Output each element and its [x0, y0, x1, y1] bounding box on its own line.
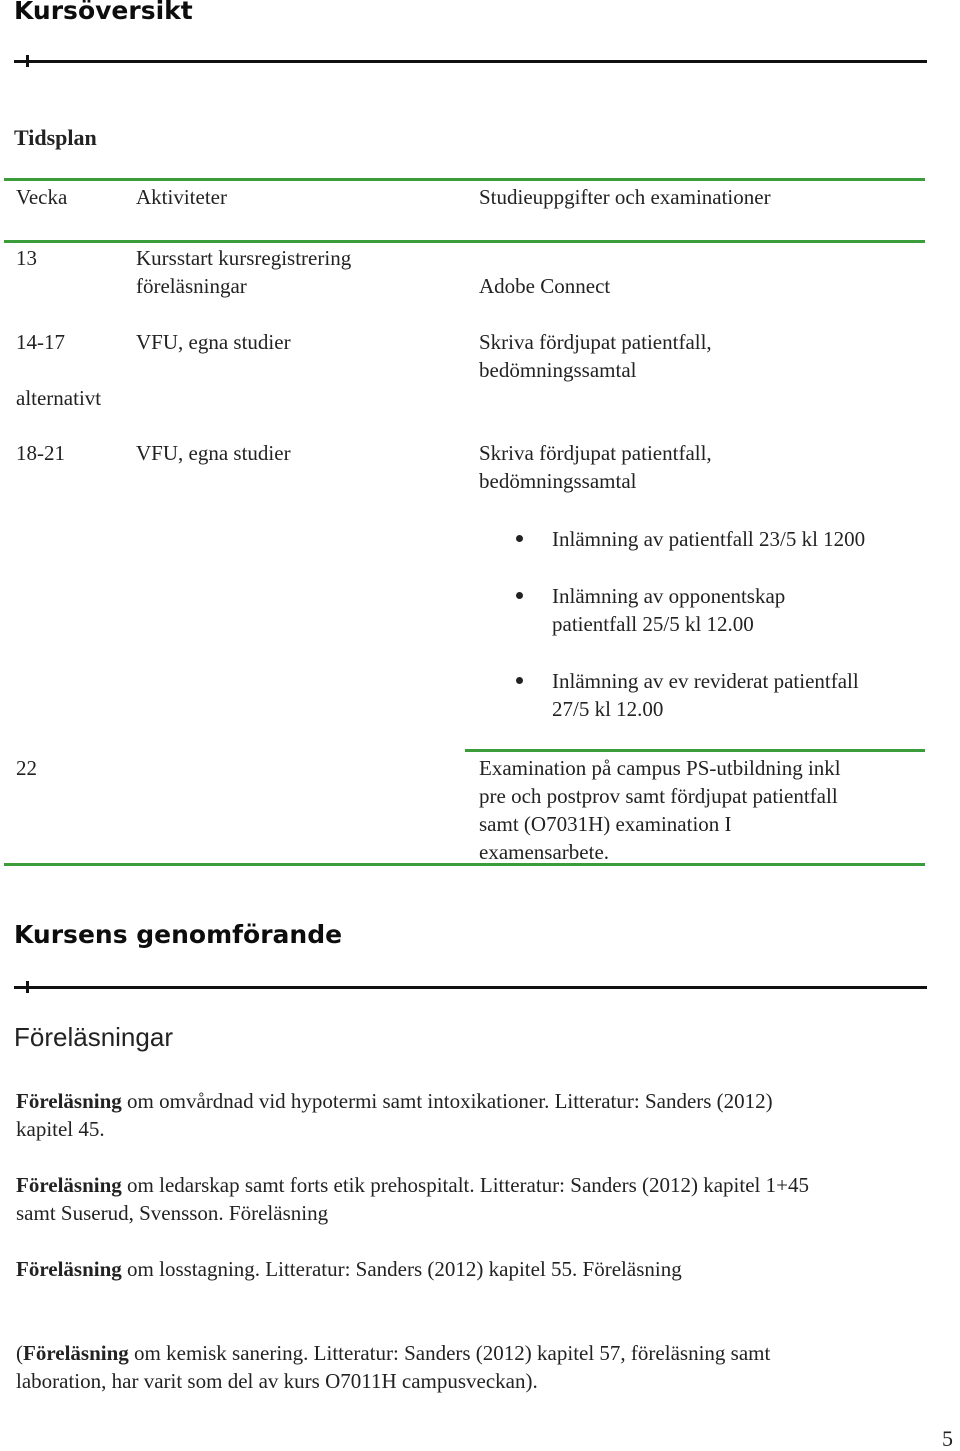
row-task-cont: bedömningssamtal [479, 469, 637, 493]
row-week: 14-17 [16, 330, 65, 354]
lectures-title: Föreläsningar [14, 1022, 173, 1052]
table-bottom-rule [4, 863, 925, 866]
lecture-item [16, 1087, 773, 1115]
row-activity: Kursstart kursregistrering [136, 246, 352, 270]
row22-line: examensarbete. [479, 840, 610, 864]
section-title-kursoversikt: Kursöversikt [14, 0, 193, 25]
rule-tick [26, 55, 29, 67]
lecture-bold: Föreläsning [23, 1341, 129, 1365]
bullet-item: Inlämning av opponentskap [552, 584, 786, 608]
bullet-item-cont: 27/5 kl 12.00 [552, 697, 664, 721]
row-task: Adobe Connect [479, 274, 611, 298]
row-week: 18-21 [16, 441, 65, 465]
table-top-rule [4, 178, 925, 181]
lecture-text-cont: samt Suserud, Svensson. Föreläsning [16, 1201, 329, 1225]
header-activities: Aktiviteter [136, 185, 227, 209]
bullet-dot [516, 592, 523, 599]
row22-line: samt (O7031H) examination I [479, 812, 732, 836]
schedule-title: Tidsplan [14, 125, 97, 150]
bullet-dot [516, 677, 523, 684]
row-week: 22 [16, 756, 37, 780]
row22-line: Examination på campus PS-utbildning inkl [479, 756, 841, 780]
bullet-item: Inlämning av patientfall 23/5 kl 1200 [552, 527, 866, 551]
lecture-item [16, 1255, 682, 1283]
lecture-text: om omvårdnad vid hypotermi samt intoxikationer. Litteratur: Sanders (2012) [121, 1089, 773, 1113]
bullet-dot [516, 535, 523, 542]
row-task-cont: bedömningssamtal [479, 358, 637, 382]
bullet-item-cont: patientfall 25/5 kl 12.00 [552, 612, 754, 636]
page-number: 5 [942, 1426, 953, 1451]
lecture-item [16, 1339, 770, 1367]
lecture-bold: Föreläsning [16, 1173, 122, 1197]
lecture-item [16, 1171, 809, 1199]
row22-line: pre och postprov samt fördjupat patientfall [479, 784, 838, 808]
lecture-text-cont: kapitel 45. [16, 1117, 105, 1141]
lecture-bold: Föreläsning [16, 1257, 122, 1281]
table-header-rule [4, 240, 925, 243]
lecture-prefix: ( [16, 1341, 23, 1365]
section-title-genomforande: Kursens genomförande [14, 920, 343, 949]
lecture-text: om kemisk sanering. Litteratur: Sanders (2012) kapitel 57, föreläsning samt [128, 1341, 771, 1365]
row-week-note: alternativt [16, 386, 102, 410]
lecture-text: om losstagning. Litteratur: Sanders (2012) kapitel 55. Föreläsning [121, 1257, 682, 1281]
section-rule [14, 60, 927, 63]
bullet-item: Inlämning av ev reviderat patientfall [552, 669, 859, 693]
row-activity: VFU, egna studier [136, 330, 291, 354]
row-activity-cont: föreläsningar [136, 274, 247, 298]
table-row-rule [465, 749, 925, 752]
rule-tick [26, 981, 29, 993]
header-week: Vecka [16, 185, 68, 209]
lecture-bold: Föreläsning [16, 1089, 122, 1113]
row-task: Skriva fördjupat patientfall, [479, 441, 712, 465]
row-activity: VFU, egna studier [136, 441, 291, 465]
row-week: 13 [16, 246, 37, 270]
lecture-text-cont: laboration, har varit som del av kurs O7011H campusveckan). [16, 1369, 538, 1393]
section-rule [14, 986, 927, 989]
lecture-text: om ledarskap samt forts etik prehospitalt. Litteratur: Sanders (2012) kapitel 1+45 [121, 1173, 809, 1197]
row-task: Skriva fördjupat patientfall, [479, 330, 712, 354]
header-tasks: Studieuppgifter och examinationer [479, 185, 771, 209]
